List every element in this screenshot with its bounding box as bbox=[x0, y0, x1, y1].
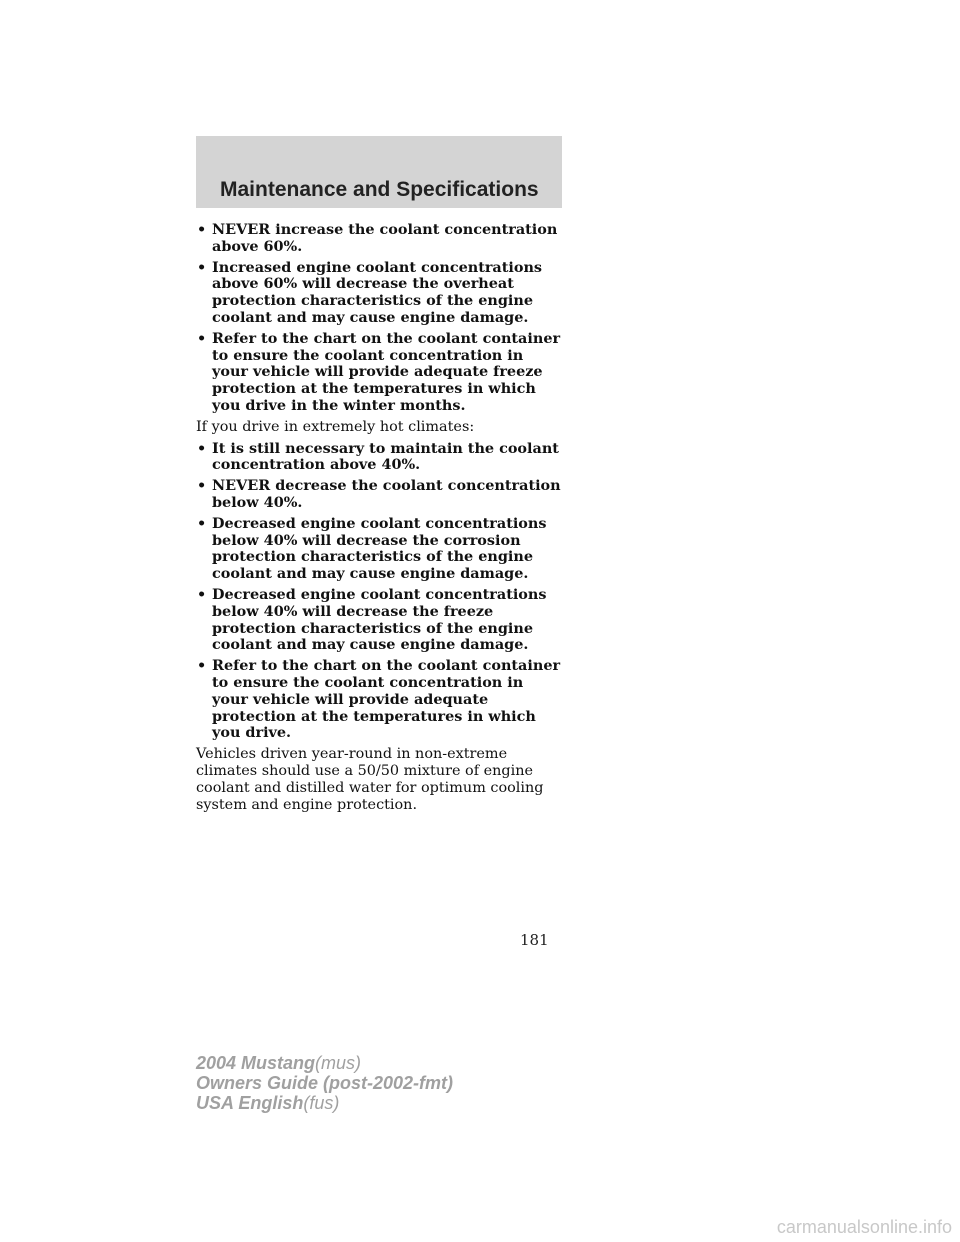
footer-language-code: (fus) bbox=[303, 1093, 340, 1113]
bullet-icon: • bbox=[197, 585, 207, 603]
list-item bbox=[196, 331, 562, 415]
list-item bbox=[196, 587, 562, 654]
footer-guide: Owners Guide (post-2002-fmt) bbox=[196, 1073, 454, 1093]
bullet-icon: • bbox=[197, 439, 207, 457]
list-item-text: Refer to the chart on the coolant container to ensure the coolant concentration in your vehicle will provide adequate freeze protection at the temperatures in which you drive in the winter months. bbox=[212, 329, 561, 414]
list-item-text: Decreased engine coolant concentrations below 40% will decrease the corrosion protection characteristics of the engine coolant and may cause engine damage. bbox=[212, 514, 547, 583]
hot-climate-intro: If you drive in extremely hot climates: bbox=[196, 418, 475, 435]
footer-line-model bbox=[196, 1053, 453, 1073]
watermark: carmanualsonline.info bbox=[776, 1217, 952, 1237]
bullet-icon: • bbox=[197, 514, 207, 532]
footer-language: USA English bbox=[196, 1093, 304, 1113]
bullet-icon: • bbox=[197, 258, 207, 276]
footer-model-code: (mus) bbox=[315, 1053, 362, 1073]
list-item-text: Refer to the chart on the coolant container to ensure the coolant concentration in your vehicle will provide adequate protection at the temperatures in which you drive. bbox=[212, 657, 561, 742]
list-item-text: NEVER decrease the coolant concentration below 40%. bbox=[212, 477, 561, 511]
bullet-icon: • bbox=[197, 329, 207, 347]
closing-paragraph: Vehicles driven year-round in non-extreme climates should use a 50/50 mixture of engine coolant and distilled water for optimum cooling system and engine protection. bbox=[196, 746, 544, 813]
bullet-icon: • bbox=[197, 477, 207, 495]
list-item bbox=[196, 658, 562, 742]
list-item bbox=[196, 441, 562, 475]
list-item-text: NEVER increase the coolant concentration above 60%. bbox=[212, 221, 558, 255]
list-item bbox=[196, 260, 562, 327]
list-item bbox=[196, 478, 562, 512]
warning-list-1 bbox=[196, 222, 562, 415]
footer-model: 2004 Mustang bbox=[196, 1053, 316, 1073]
list-item bbox=[196, 222, 562, 256]
list-item-text: Increased engine coolant concentrations above 60% will decrease the overheat protection characteristics of the engine coolant and may cause engine damage. bbox=[212, 258, 543, 326]
page-number: 181 bbox=[520, 931, 549, 949]
list-item-text: It is still necessary to maintain the coolant concentration above 40%. bbox=[212, 439, 559, 474]
document-footer bbox=[196, 1053, 453, 1113]
list-item-text: Decreased engine coolant concentrations below 40% will decrease the freeze protection characteristics of the engine coolant and may cause engine damage. bbox=[212, 585, 547, 654]
bullet-icon: • bbox=[197, 221, 207, 238]
page-content bbox=[196, 222, 562, 818]
footer-line-language bbox=[196, 1093, 453, 1113]
section-title: Maintenance and Specifications bbox=[220, 178, 539, 201]
list-item bbox=[196, 516, 562, 583]
warning-list-2 bbox=[196, 441, 562, 743]
section-header bbox=[196, 136, 562, 208]
bullet-icon: • bbox=[197, 657, 207, 675]
footer-line-guide bbox=[196, 1073, 453, 1093]
